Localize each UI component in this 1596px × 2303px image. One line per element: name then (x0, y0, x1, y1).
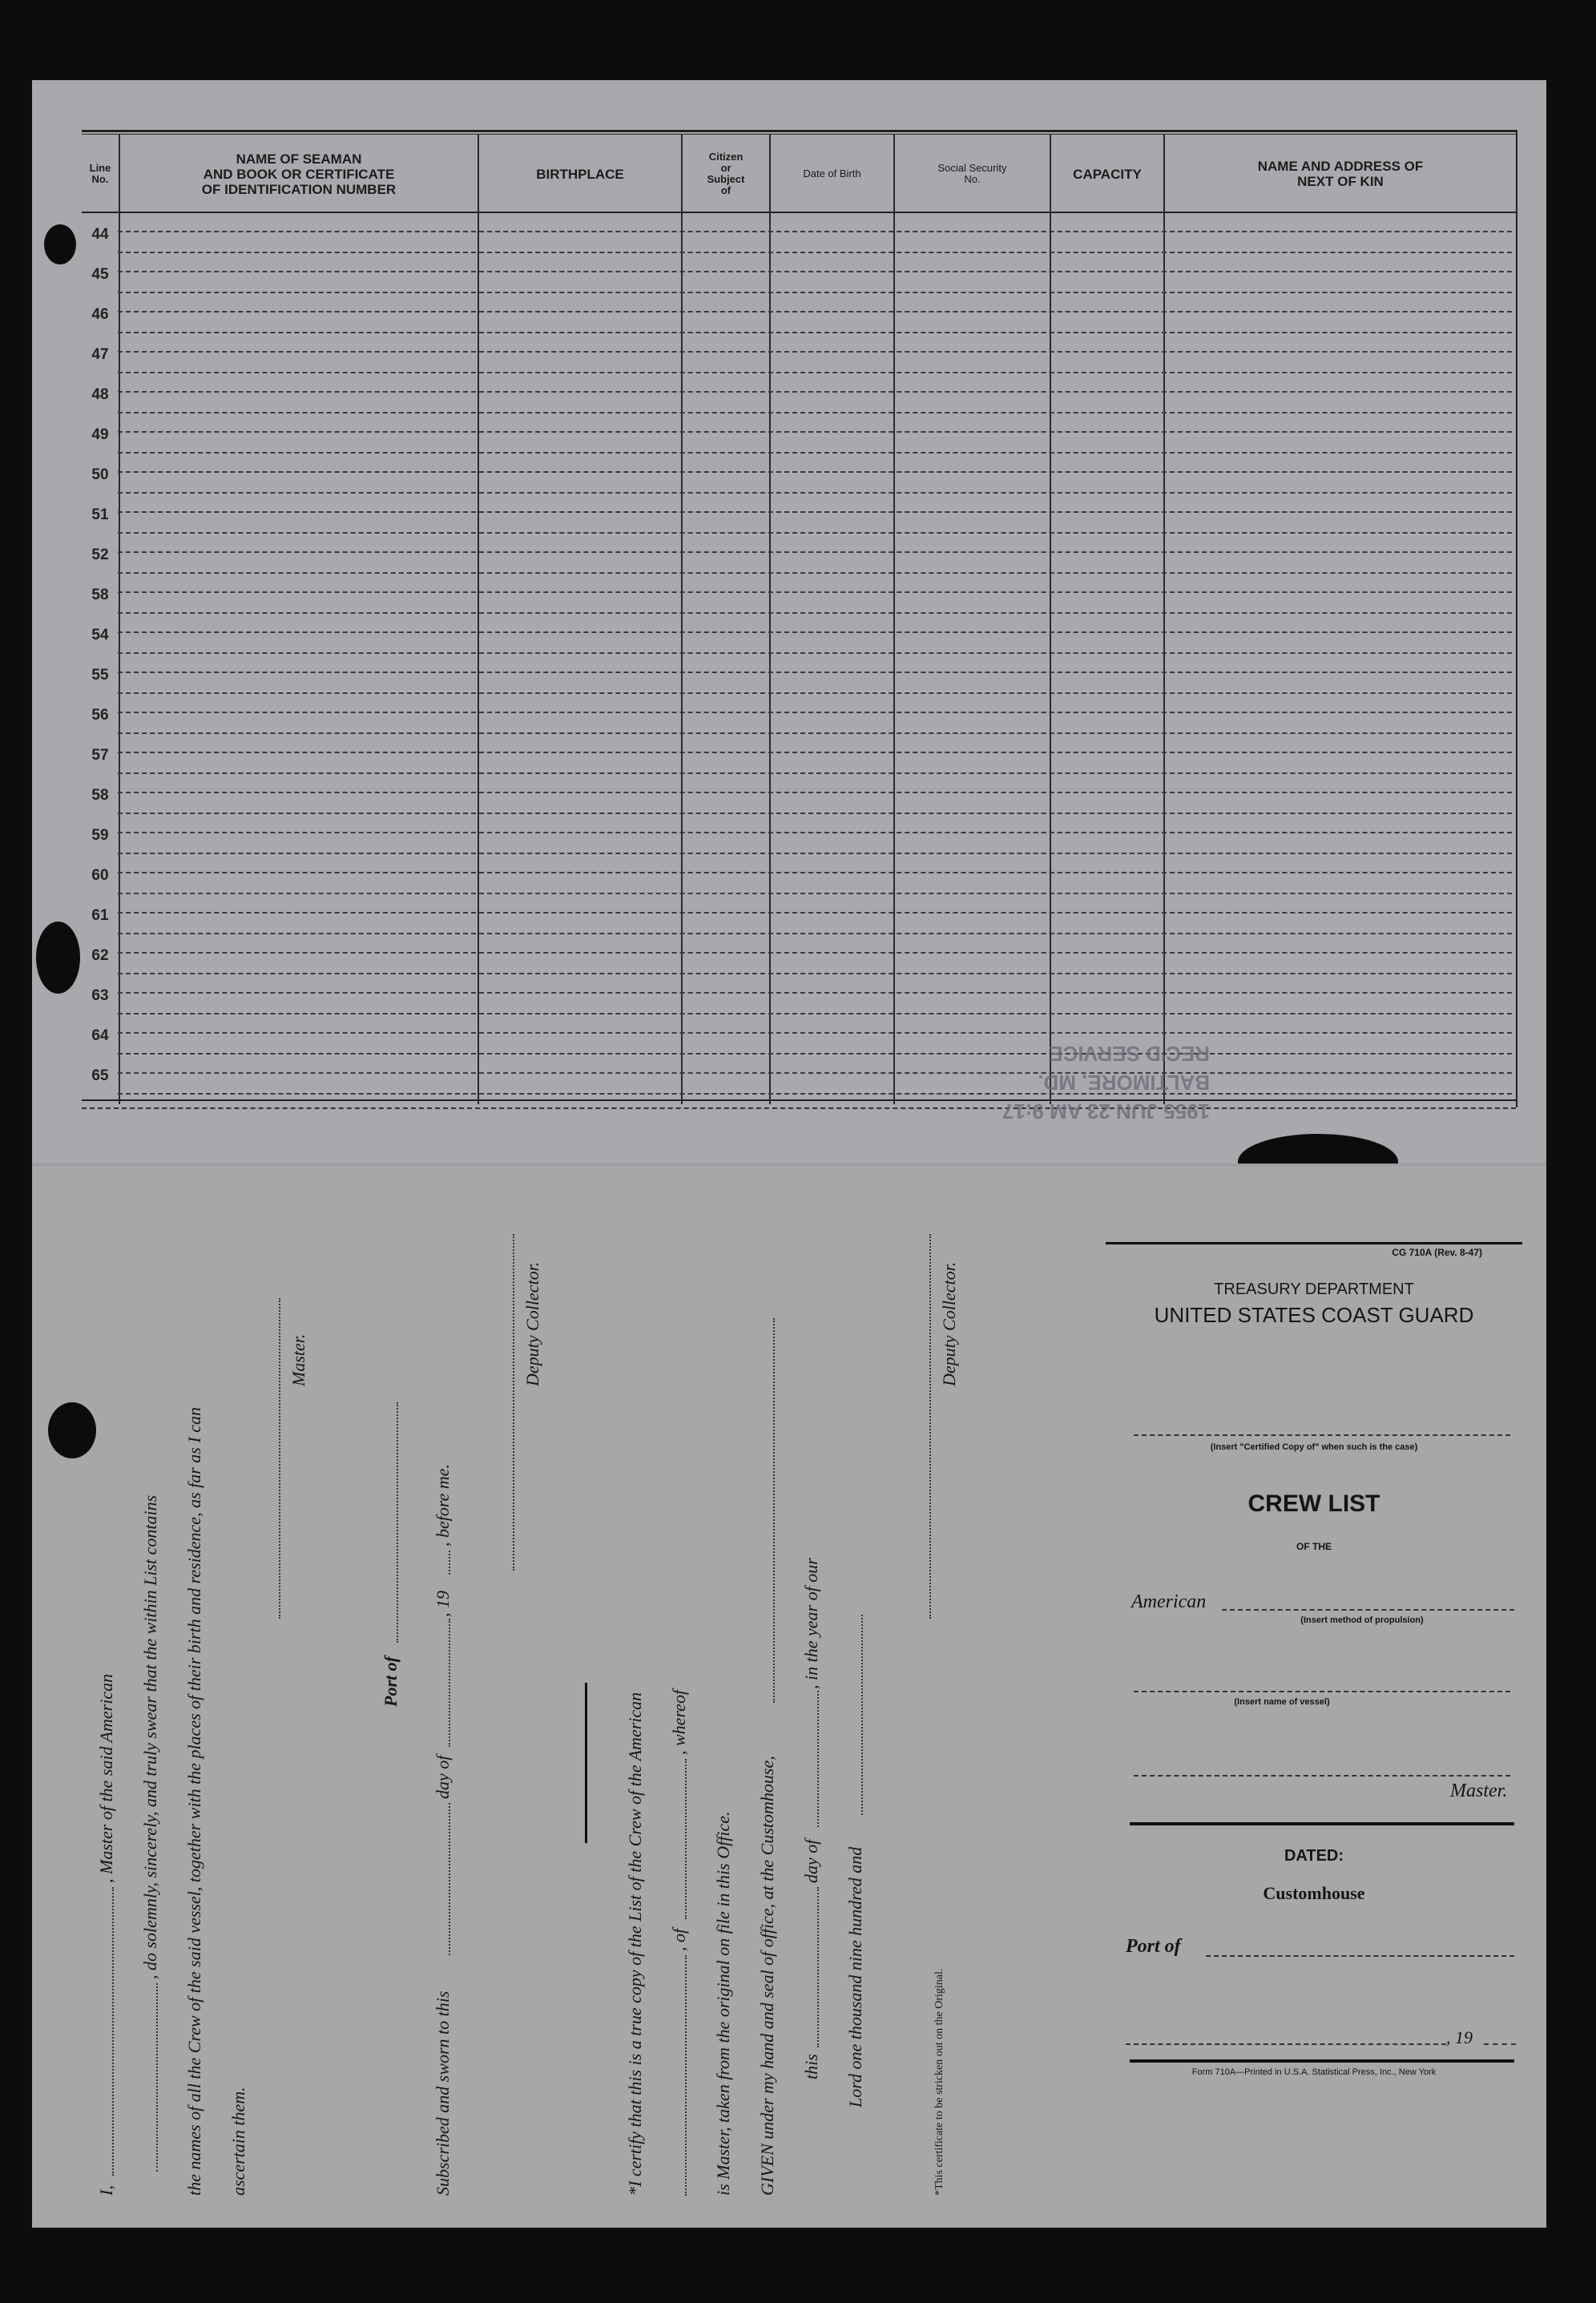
entry-dashed-line (118, 271, 1512, 272)
blank-date (1126, 2043, 1446, 2045)
cover-rule (1130, 1822, 1514, 1825)
row-divider-line (118, 1013, 1512, 1014)
table-top-rule-inner (82, 134, 1516, 135)
header-birthplace: BIRTHPLACE (536, 166, 624, 182)
blank-vessel-name (1134, 1691, 1510, 1692)
blank-propulsion (1222, 1609, 1514, 1611)
entry-dashed-line (118, 311, 1512, 313)
line-number: 65 (91, 1067, 109, 1084)
affidavit-master: Master. (288, 1333, 308, 1386)
blank-port (397, 1402, 398, 1643)
crew-list-cover (1106, 1242, 1522, 2188)
cover-bottom-rule (1130, 2059, 1514, 2063)
row-divider-line (118, 412, 1512, 413)
blank-day (449, 1803, 450, 1955)
row-divider-line (118, 652, 1512, 654)
blank-master-name (1134, 1775, 1510, 1777)
row-divider-line (118, 332, 1512, 333)
col-rule-7 (1163, 135, 1165, 1104)
line-number: 60 (91, 867, 109, 884)
line-number: 52 (91, 547, 109, 563)
entry-dashed-line (118, 631, 1512, 633)
blank-deputy-2 (929, 1234, 931, 1619)
entry-dashed-line (118, 1072, 1512, 1074)
row-divider-line (118, 772, 1512, 774)
certify-line-3 (713, 1202, 737, 2196)
printer-line: Form 710A—Printed in U.S.A. Statistical Press, Inc., New York (1191, 2067, 1437, 2077)
line-number: 54 (91, 627, 109, 643)
line-number: 49 (91, 426, 109, 443)
insert-method-note: (Insert method of propulsion) (1300, 1615, 1424, 1625)
line-number: 55 (91, 667, 109, 684)
crew-list-document (32, 80, 1546, 2228)
entry-dashed-line (118, 351, 1512, 353)
entry-dashed-line (118, 672, 1512, 673)
line-number: 63 (91, 987, 109, 1004)
entry-dashed-line (118, 511, 1512, 513)
entry-dashed-line (118, 391, 1512, 393)
given-line (757, 1202, 781, 2196)
blank-port-of (1206, 1955, 1514, 1957)
entry-dashed-line (118, 551, 1512, 553)
ink-blot (44, 224, 76, 264)
entry-dashed-line (118, 872, 1512, 873)
year-label: , 19 (1446, 2027, 1473, 2047)
row-divider-line (118, 292, 1512, 293)
affidavit-line-4 (228, 1202, 252, 2196)
entry-dashed-line (118, 231, 1512, 232)
stamp-line-2: BALTIMORE, MD. (1038, 1071, 1210, 1095)
entry-dashed-line (118, 1032, 1512, 1034)
ink-blot (36, 922, 80, 994)
blank-year (449, 1551, 450, 1575)
given-text: GIVEN under my hand and seal of office, at the Customhouse, (757, 1756, 777, 2196)
affidavit-line-1 (96, 1202, 120, 2196)
deputy-collector-1: Deputy Collector. (522, 1261, 542, 1386)
blank-vessel (156, 1983, 158, 2172)
customhouse-label: Customhouse (1263, 1883, 1365, 1903)
row-divider-line (118, 572, 1512, 574)
cover-top-rule (1106, 1242, 1522, 1244)
dated-label: DATED: (1284, 1847, 1344, 1865)
header-citizen: Citizen or Subject of (707, 151, 745, 196)
row-divider-line (118, 973, 1512, 974)
master-affidavit (96, 1202, 969, 2196)
row-divider-line (118, 1053, 1512, 1055)
line-number: 57 (91, 747, 109, 764)
blank-this-month (817, 1691, 819, 1827)
row-divider-line (118, 853, 1512, 854)
entry-dashed-line (118, 832, 1512, 833)
line-number: 51 (91, 506, 109, 523)
crew-table-sheet (32, 80, 1546, 1166)
blank-this-day (817, 1887, 819, 2047)
affidavit-day-of: day of (433, 1755, 453, 1799)
certify-master-taken: is Master, taken from the original on file in this Office. (713, 1811, 733, 2196)
footnote-line (933, 1202, 957, 2196)
stamp-line-1: 1955 JUN 23 AM 9:17 (1002, 1099, 1210, 1123)
port-of-label: Port of (1126, 1936, 1181, 1957)
header-capacity: CAPACITY (1073, 166, 1142, 182)
col-rule-6 (1050, 135, 1051, 1104)
day-of-text: day of (801, 1839, 821, 1883)
entry-dashed-line (118, 792, 1512, 793)
affidavit-ascertain: ascertain them. (228, 2087, 248, 2196)
insert-vessel-note: (Insert name of vessel) (1234, 1697, 1330, 1707)
header-bottom-rule (82, 212, 1516, 213)
of-the-label: OF THE (1296, 1541, 1332, 1552)
affidavit-port-of: Port of (381, 1656, 401, 1707)
blank-year-words (861, 1615, 863, 1815)
deputy-collector-2: Deputy Collector. (939, 1261, 959, 1386)
row-divider-line (118, 1093, 1512, 1095)
treasury-department: TREASURY DEPARTMENT (1214, 1281, 1414, 1298)
stamp-line-3: REC'D SERVICE (1049, 1042, 1210, 1066)
affidavit-master-of: , Master of the said American (96, 1673, 116, 1883)
certify-whereof: , whereof (669, 1689, 689, 1755)
entry-dashed-line (118, 431, 1512, 433)
certify-line-2 (669, 1202, 693, 2196)
row-divider-line (118, 492, 1512, 494)
footnote-text: *This certificate to be stricken out on the Original. (933, 1968, 945, 2196)
this-day-line (801, 1202, 825, 2196)
table-bottom-rule (82, 1099, 1516, 1101)
entry-dashed-line (118, 752, 1512, 753)
header-date-of-birth: Date of Birth (803, 167, 861, 179)
line-number: 48 (91, 386, 109, 403)
blank-customhouse (773, 1318, 775, 1703)
ink-blot (48, 1402, 96, 1458)
row-divider-line (118, 893, 1512, 894)
row-divider-line (118, 813, 1512, 814)
received-stamp (921, 1022, 1210, 1126)
blank-deputy-1 (513, 1234, 514, 1571)
blank-vessel-2 (685, 1955, 687, 2196)
this-text: this (801, 2054, 821, 2079)
col-rule-5 (893, 135, 895, 1104)
header-line-no: Line No. (89, 162, 111, 185)
affidavit-names: the names of all the Crew of the said vessel, together with the places of their birth and residence, as far as I can (184, 1407, 204, 2196)
lord-text: Lord one thousand nine hundred and (845, 1846, 865, 2107)
affidavit-subscribed: Subscribed and sworn to this (433, 1990, 453, 2196)
row-divider-line (118, 452, 1512, 454)
certify-of: , of (669, 1928, 689, 1951)
line-number: 58 (91, 587, 109, 603)
row-divider-line (118, 933, 1512, 934)
col-rule-2 (478, 135, 479, 1104)
line-number: 47 (91, 346, 109, 363)
entry-dashed-line (118, 471, 1512, 473)
certify-line-1 (625, 1202, 649, 2196)
row-divider-line (118, 252, 1512, 253)
entry-dashed-line (118, 912, 1512, 914)
row-divider-line (118, 532, 1512, 534)
header-next-of-kin: NAME AND ADDRESS OF NEXT OF KIN (1257, 159, 1424, 189)
col-rule-1 (119, 135, 120, 1104)
affidavit-i: I, (96, 2185, 116, 2196)
crew-list-title: CREW LIST (1247, 1490, 1380, 1517)
row-divider-line (118, 372, 1512, 373)
american-label: American (1131, 1591, 1207, 1612)
blank-name (112, 1887, 114, 2176)
blank-month (449, 1619, 450, 1747)
affidavit-swear: , do solemnly, sincerely, and truly swear that the within List contains (140, 1494, 160, 1979)
certify-text: *I certify that this is a true copy of the List of the Crew of the American (625, 1692, 645, 2196)
blank-certified-copy (1134, 1434, 1510, 1436)
blank-home-port (685, 1759, 687, 1919)
insert-certified-note: (Insert "Certified Copy of" when such is the case) (1210, 1442, 1418, 1452)
line-number: 45 (91, 266, 109, 283)
in-year-text: , in the year of our (801, 1558, 821, 1689)
affidavit-before-me: , before me. (433, 1463, 453, 1547)
affidavit-nineteen: , 19 (433, 1591, 453, 1617)
lord-line (845, 1202, 869, 2196)
line-number: 46 (91, 306, 109, 323)
affidavit-line-2 (140, 1202, 164, 2196)
table-right-rule (1516, 130, 1517, 1107)
line-number: 64 (91, 1027, 109, 1044)
form-code: CG 710A (Rev. 8-47) (1392, 1247, 1482, 1258)
master-label: Master. (1450, 1781, 1508, 1801)
row-divider-line (118, 732, 1512, 734)
entry-dashed-line (118, 952, 1512, 954)
affidavit-port-line (381, 1202, 405, 2196)
line-number: 62 (91, 947, 109, 964)
blank-year-cover (1484, 2043, 1516, 2045)
line-number: 56 (91, 707, 109, 724)
entry-dashed-line (118, 591, 1512, 593)
col-rule-4 (769, 135, 771, 1104)
row-divider-line (118, 612, 1512, 614)
col-rule-3 (681, 135, 683, 1104)
affidavit-line-3 (184, 1202, 208, 2196)
line-number: 50 (91, 466, 109, 483)
header-seaman-name: NAME OF SEAMAN AND BOOK OR CERTIFICATE OF IDENTIFICATION NUMBER (201, 151, 397, 197)
blank-master-signature (279, 1298, 280, 1619)
line-number: 59 (91, 827, 109, 844)
divider-rule (585, 1683, 587, 1843)
coast-guard: UNITED STATES COAST GUARD (1154, 1303, 1474, 1327)
line-number: 61 (91, 907, 109, 924)
affidavit-sworn-line (433, 1202, 457, 2196)
header-social-security: Social Security No. (937, 162, 1007, 185)
entry-dashed-line (118, 992, 1512, 994)
entry-dashed-line (118, 712, 1512, 713)
table-top-rule (82, 130, 1516, 132)
row-divider-line (118, 692, 1512, 694)
table-bottom-rule-dashed (82, 1107, 1516, 1109)
line-number: 58 (91, 787, 109, 804)
line-number: 44 (91, 226, 109, 243)
